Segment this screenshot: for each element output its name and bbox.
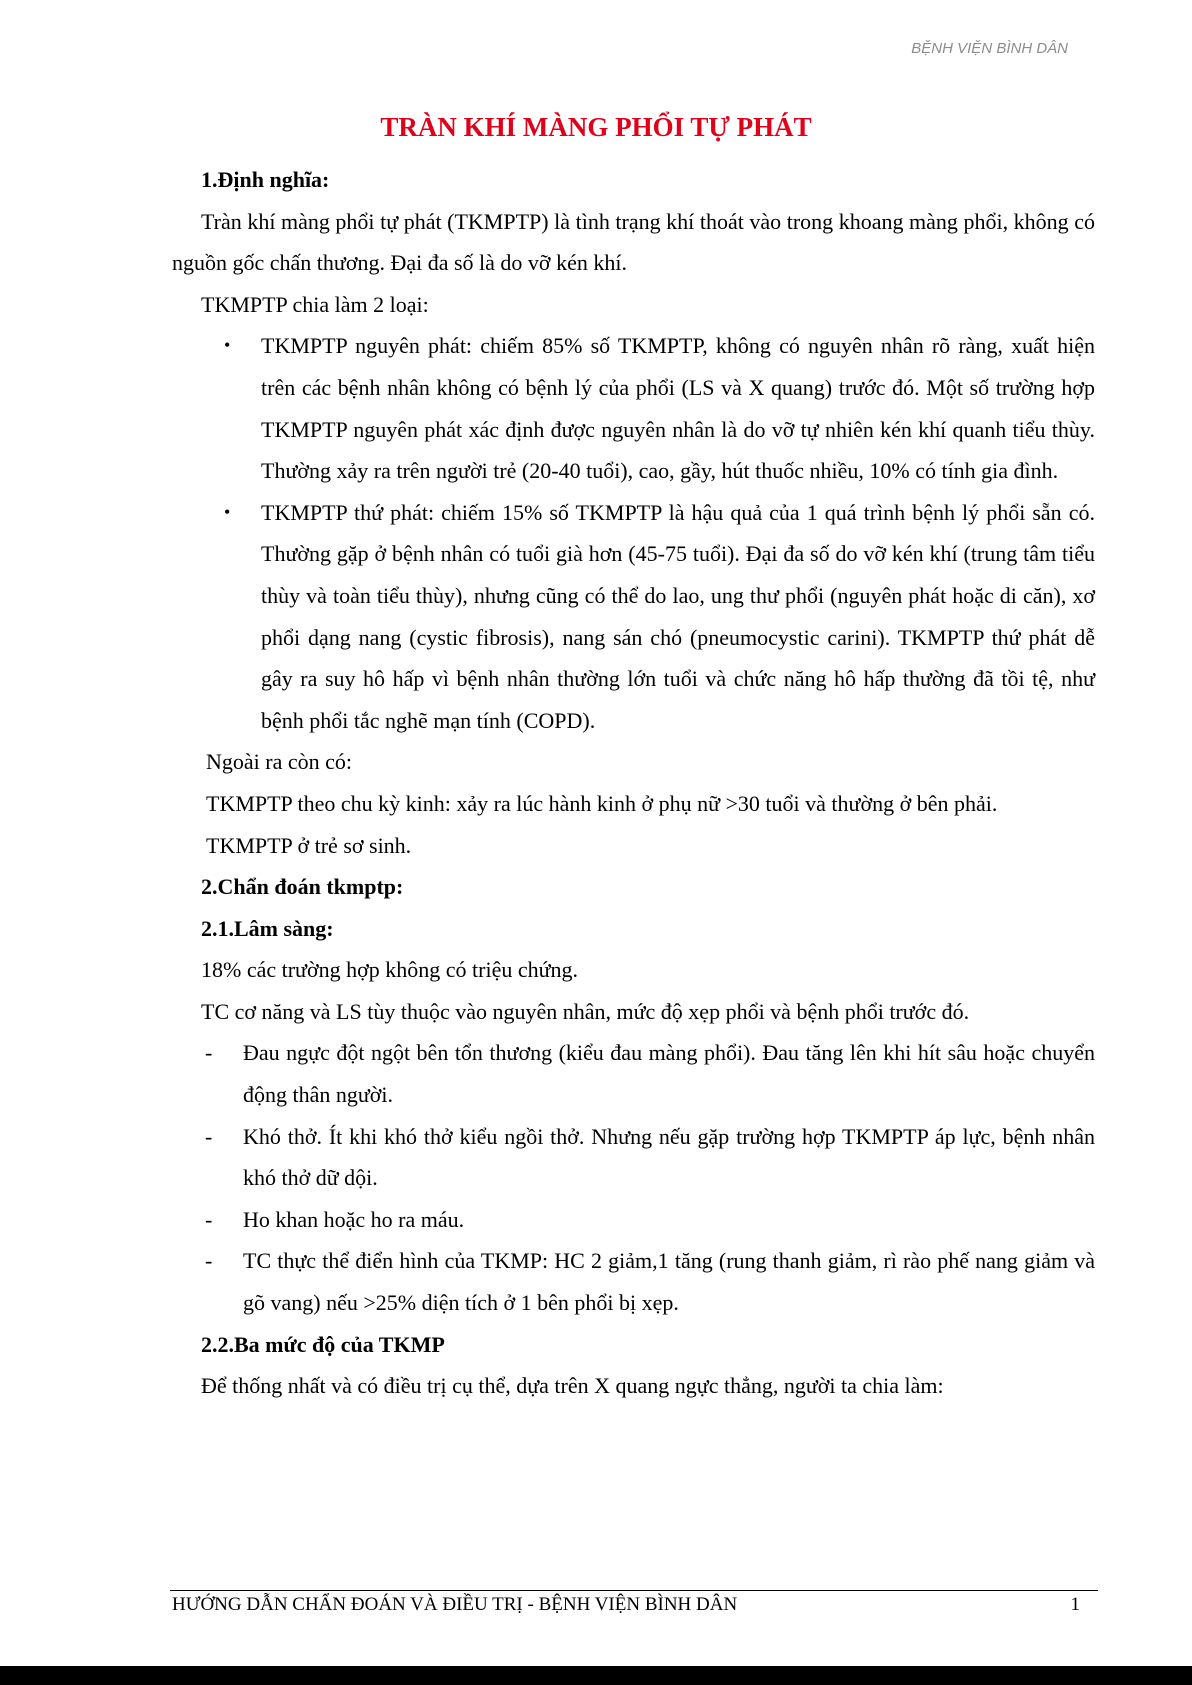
paragraph-extra-newborn: TKMPTP ở trẻ sơ sinh. xyxy=(206,832,412,858)
dash-marker: - xyxy=(205,1040,213,1066)
section-heading-definition: 1.Định nghĩa: xyxy=(201,167,330,192)
document-body xyxy=(172,159,1095,1407)
footer-divider xyxy=(170,1590,1098,1591)
dash-text: TC thực thể điển hình của TKMP: HC 2 giảm,1 tăng (rung thanh giảm, rì rào phế nang giảm và gõ vang) nếu >25% diện tích ở 1 bên phổi bị xẹp. xyxy=(243,1248,1095,1316)
dash-text: Đau ngực đột ngột bên tổn thương (kiểu đau màng phổi). Đau tăng lên khi hít sâu hoặc chuyển động thân người. xyxy=(243,1040,1095,1108)
section-heading-diagnosis: 2.Chẩn đoán tkmptp: xyxy=(201,874,404,900)
paragraph-severity-intro: Để thống nhất và có điều trị cụ thể, dựa trên X quang ngực thẳng, người ta chia làm: xyxy=(201,1373,944,1399)
paragraph-symptoms-intro: TC cơ năng và LS tùy thuộc vào nguyên nhân, mức độ xẹp phổi và bệnh phổi trước đó. xyxy=(201,998,970,1024)
dash-text: Khó thở. Ít khi khó thở kiểu ngồi thở. Nhưng nếu gặp trường hợp TKMPTP áp lực, bệnh nhân khó thở dữ dội. xyxy=(243,1123,1095,1191)
paragraph-definition: Tràn khí màng phổi tự phát (TKMPTP) là tình trạng khí thoát vào trong khoang màng phổi, không có nguồn gốc chấn thương. Đại đa số là do vỡ kén khí. xyxy=(172,208,1095,276)
dash-marker: - xyxy=(205,1206,213,1232)
paragraph-extra-intro: Ngoài ra còn có: xyxy=(206,749,352,775)
bullet-marker: • xyxy=(224,335,231,356)
dash-marker: - xyxy=(205,1123,213,1149)
page-number: 1 xyxy=(1070,1594,1080,1615)
paragraph-asymptomatic: 18% các trường hợp không có triệu chứng. xyxy=(201,957,579,983)
subsection-heading-clinical: 2.1.Lâm sàng: xyxy=(201,915,334,941)
running-header: BỆNH VIỆN BÌNH DÂN xyxy=(911,40,1068,57)
bullet-text: TKMPTP nguyên phát: chiếm 85% số TKMPTP, không có nguyên nhân rõ ràng, xuất hiện trên các bệnh nhân không có bệnh lý của phổi (LS và X quang) trước đó. Một số trường hợp TKMPTP nguyên phát xác định được nguyên nhân là do vỡ tự nhiên kén khí quanh tiểu thùy. Thường xảy ra trên người trẻ (20-40 tuổi), cao, gầy, hút thuốc nhiều, 10% có tính gia đình. xyxy=(261,333,1095,484)
dash-item xyxy=(172,1240,1095,1323)
bullet-text: TKMPTP thứ phát: chiếm 15% số TKMPTP là hậu quả của 1 quá trình bệnh lý phổi sẵn có. Thường gặp ở bệnh nhân có tuổi già hơn (45-75 tuổi). Đại đa số do vỡ kén khí (trung tâm tiểu thùy và toàn tiểu thùy), nhưng cũng có thể do lao, ung thư phổi (nguyên phát hoặc di căn), xơ phổi dạng nang (cystic fibrosis), nang sán chó (pneumocystic carini). TKMPTP thứ phát dễ gây ra suy hô hấp vì bệnh nhân thường lớn tuổi và chức năng hô hấp thường đã tồi tệ, như bệnh phổi tắc nghẽ mạn tính (COPD). xyxy=(261,499,1095,733)
paragraph-extra-menstrual: TKMPTP theo chu kỳ kinh: xảy ra lúc hành kinh ở phụ nữ >30 tuổi và thường ở bên phải. xyxy=(206,790,998,816)
bullet-marker: • xyxy=(224,501,231,522)
footer-text: HƯỚNG DẪN CHẨN ĐOÁN VÀ ĐIỀU TRỊ - BỆNH VIỆN BÌNH DÂN xyxy=(172,1594,738,1615)
bullet-item xyxy=(172,492,1095,742)
dash-item xyxy=(172,1116,1095,1199)
dash-item xyxy=(172,1032,1095,1115)
subsection-heading-severity: 2.2.Ba mức độ của TKMP xyxy=(201,1331,445,1357)
paragraph-types-intro: TKMPTP chia làm 2 loại: xyxy=(201,291,429,317)
dash-text: Ho khan hoặc ho ra máu. xyxy=(243,1206,465,1232)
bottom-edge-band xyxy=(0,1666,1192,1685)
document-title: TRÀN KHÍ MÀNG PHỔI TỰ PHÁT xyxy=(380,112,812,142)
dash-marker: - xyxy=(205,1248,213,1274)
dash-item xyxy=(172,1199,1095,1241)
bullet-item xyxy=(172,325,1095,491)
